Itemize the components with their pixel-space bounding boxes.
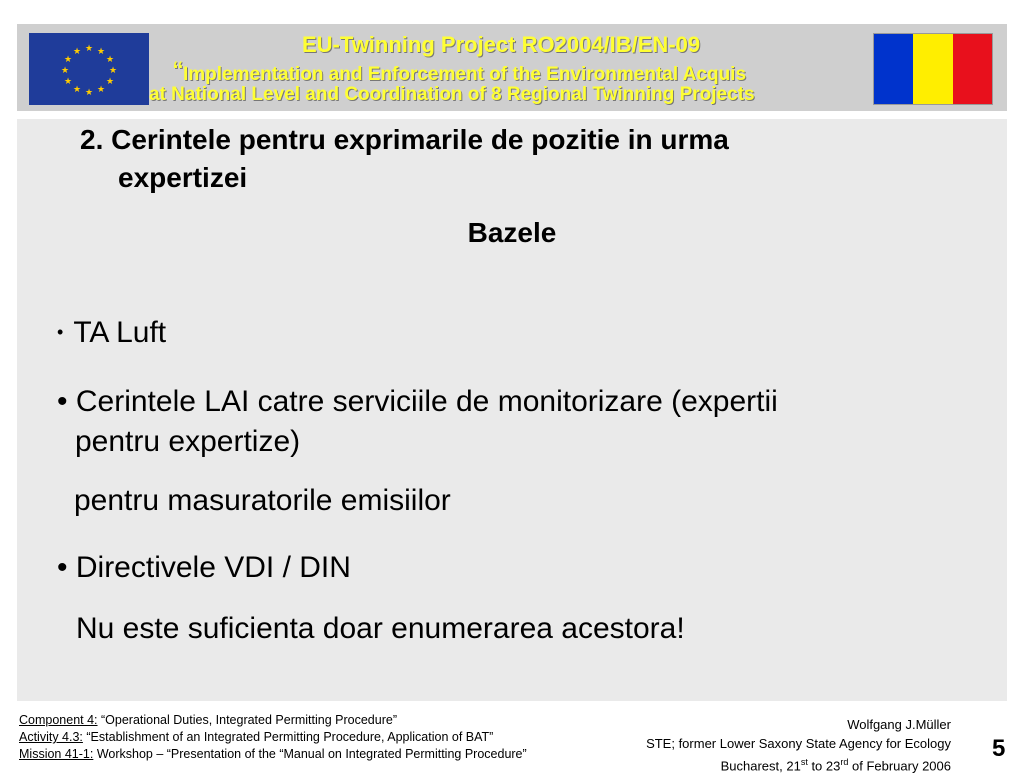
svg-text:★: ★ (63, 55, 73, 65)
slide-subtitle: Bazele (467, 217, 557, 248)
romania-flag-icon (873, 33, 993, 105)
bullet-text: TA Luft (73, 316, 167, 349)
footer-mission-line (19, 746, 527, 763)
footer-text: “Establishment of an Integrated Permitting Procedure, Application of BAT” (82, 730, 494, 744)
svg-text:★: ★ (96, 85, 106, 95)
footer-author-info (646, 715, 951, 775)
bullet-dot-icon: • (57, 551, 68, 584)
svg-text:★: ★ (63, 77, 73, 87)
svg-text:★: ★ (108, 66, 118, 76)
bullet-item-2 (57, 382, 778, 462)
svg-text:★: ★ (60, 66, 70, 76)
svg-text:★: ★ (84, 44, 94, 54)
slide-title (80, 121, 910, 197)
footer-activity-line (19, 729, 527, 746)
bullet-text: Directivele VDI / DIN (75, 551, 351, 584)
bullet-dot-icon: • (57, 385, 68, 418)
bullet-dot-icon: • (57, 322, 64, 342)
svg-text:★: ★ (96, 47, 106, 57)
bullet-item-3 (57, 551, 351, 585)
eu-flag-icon (29, 33, 149, 105)
svg-text:★: ★ (72, 47, 82, 57)
footer-text: “Operational Duties, Integrated Permitting Procedure” (97, 713, 397, 727)
slide-title-line1: 2. Cerintele pentru exprimarile de pozitie in urma (80, 124, 729, 155)
footer-label: Mission 41-1: (19, 747, 94, 761)
footer-date: Bucharest, 21st to 23rd of February 2006 (720, 757, 951, 774)
slide-content (17, 119, 1007, 701)
svg-text:★: ★ (105, 55, 115, 65)
bullet-item-1 (57, 316, 166, 350)
footer-project-info (19, 712, 527, 763)
page-number: 5 (992, 735, 1006, 762)
svg-text:★: ★ (105, 77, 115, 87)
footer-label: Component 4: (19, 713, 98, 727)
footer-text: Workshop – “Presentation of the “Manual on Integrated Permitting Procedure” (93, 747, 527, 761)
bullet-item-3-continuation: Nu este suficienta doar enumerarea acestora! (76, 612, 685, 645)
slide-title-line2: expertizei (118, 162, 248, 193)
footer-author-org: STE; former Lower Saxony State Agency for Ecology (646, 736, 951, 751)
project-subtitle-text: Implementation and Enforcement of the Environmental Acquis (183, 64, 747, 85)
bullet-text: Cerintele LAI catre serviciile de monitorizare (expertii (75, 385, 778, 418)
footer-component-line (19, 712, 527, 729)
svg-text:★: ★ (72, 85, 82, 95)
slide-header (17, 24, 1007, 111)
footer-label: Activity 4.3: (19, 730, 83, 744)
project-subtitle-line2: at National Level and Coordination of 8 Regional Twinning Projects (149, 84, 755, 105)
footer-author-name: Wolfgang J.Müller (847, 717, 951, 732)
project-title: EU-Twinning Project RO2004/IB/EN-09 (302, 32, 701, 57)
quote-mark: “ (173, 56, 183, 89)
bullet-item-2-continuation: pentru masuratorile emisiilor (74, 484, 451, 517)
svg-text:★: ★ (84, 88, 94, 98)
bullet-text-continued: pentru expertize) (75, 425, 301, 458)
